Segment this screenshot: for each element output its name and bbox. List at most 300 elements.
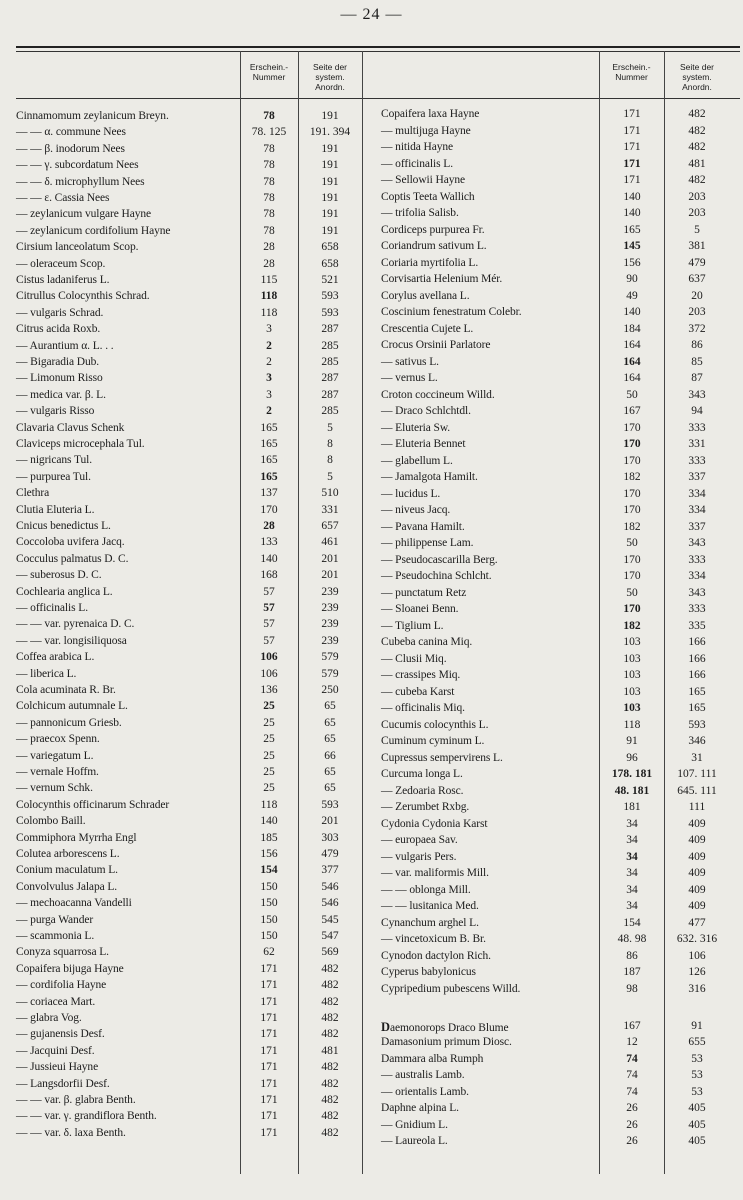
issue-number: 171 [623,108,641,120]
issue-number: 170 [623,504,641,516]
issue-number: 103 [623,636,641,648]
species-name: Cubeba canina Miq. [381,636,473,648]
issue-number: 171 [260,1126,278,1139]
issue-number: 28 [263,257,275,270]
page-reference: 331 [321,503,339,516]
issue-number: 165 [260,438,278,450]
species-name: — pannonicum Griesb. [16,716,122,729]
species-name: Cola acuminata R. Br. [16,684,116,696]
index-row [0,273,743,290]
issue-number: 171 [260,1110,278,1123]
page-reference: 165 [688,702,706,714]
index-row [0,1102,743,1119]
page-reference: 166 [688,669,706,681]
page-reference: 405 [688,1102,706,1114]
index-row [0,653,743,670]
species-name: Daemonorops Draco Blume [381,1019,509,1034]
issue-number: 2 [266,339,272,352]
right-seite-header [664,62,730,96]
index-row [0,867,743,884]
species-name: — multijuga Hayne [381,124,471,137]
page-reference: 377 [321,864,339,877]
species-name: — — var. longisiliquosa [16,634,127,647]
species-name: — glabellum L. [381,454,453,467]
issue-number: 50 [626,537,638,549]
species-name: — punctatum Retz [381,586,467,599]
species-name: — — var. pyrenaica D. C. [16,618,135,631]
species-name: — Limonum Risso [16,372,103,385]
index-row [0,108,743,125]
species-name: — europaea Sav. [381,834,458,846]
issue-number: 26 [626,1102,638,1114]
page-reference: 20 [691,289,703,302]
index-row [0,831,743,851]
page-reference: 482 [688,108,706,120]
species-name: Curcuma longa L. [381,768,463,780]
page-reference: 461 [321,536,339,549]
index-row [0,933,743,950]
issue-number: 140 [260,552,278,565]
page-reference: 250 [321,684,339,696]
index-row [0,339,743,356]
species-name: Citrus acida Roxb. [16,323,101,336]
species-name: — — oblonga Mill. [381,883,471,896]
page-reference: 191 [321,224,339,237]
issue-number: 103 [623,702,641,714]
issue-number: 26 [626,1118,638,1131]
species-name: Copaifera bijuga Hayne [16,962,124,975]
index-row [0,356,743,373]
species-name: — — var. δ. laxa Benth. [16,1126,126,1139]
issue-number: 78 [263,110,275,122]
page-reference: 333 [688,421,706,434]
issue-number: 150 [260,913,278,926]
species-name: Cyperus babylonicus [381,966,476,978]
species-name: — sativus L. [381,355,439,368]
species-name: Claviceps microcephala Tul. [16,438,145,450]
page-reference: 482 [321,995,339,1008]
page-reference: 510 [321,487,339,500]
issue-number: 62 [263,946,275,959]
species-name: — vulgaris Risso [16,405,95,418]
index-row [0,1135,743,1152]
page-number: — 24 — [340,6,403,23]
species-name: Coccoloba uvifera Jacq. [16,536,125,549]
page-reference: 337 [688,520,706,533]
issue-number: 170 [623,438,641,450]
issue-number: 171 [260,1077,278,1090]
issue-number: 48. 181 [614,784,650,797]
section-initial: D [381,1019,390,1034]
issue-number: 167 [623,1019,641,1032]
issue-number: 170 [623,454,641,467]
issue-number: 78 [263,224,275,237]
index-row [0,1053,743,1070]
species-name: — vulgaris Schrad. [16,306,104,319]
page-reference: 5 [694,223,700,236]
page-reference: 409 [688,867,706,879]
page-reference: 191 [321,159,339,172]
index-row [0,570,743,587]
species-name: Cynanchum arghel L. [381,916,479,929]
species-name: Cirsium lanceolatum Scop. [16,241,139,254]
page-reference: 579 [321,667,339,680]
index-row [0,1036,743,1053]
issue-number: 96 [626,751,638,764]
issue-number: 3 [266,388,272,401]
issue-number: 26 [626,1135,638,1147]
species-name: — — γ. subcordatum Nees [16,159,139,172]
issue-number: 187 [623,966,641,978]
species-name: — orientalis Lamb. [381,1085,469,1098]
issue-number: 91 [626,735,638,747]
issue-number: 154 [260,864,278,877]
issue-number: 181 [623,801,641,813]
species-name: — mechoacanna Vandelli [16,897,132,910]
index-row [0,950,743,967]
species-name: Cocculus palmatus D. C. [16,552,129,565]
issue-number: 185 [260,831,278,844]
index-row [0,1119,743,1136]
index-row [0,290,743,307]
species-name: — Pseudocascarilla Berg. [381,553,498,566]
species-name: Cochlearia anglica L. [16,585,113,598]
index-row [0,768,743,785]
page-reference: 482 [688,141,706,153]
issue-number: 50 [626,388,638,401]
index-row [0,818,743,835]
issue-number: 3 [266,323,272,336]
page-reference: 191 [321,142,339,155]
index-row [0,884,743,901]
species-name: — liberica L. [16,667,77,680]
right-erschein-header [599,62,664,96]
page-reference: 333 [688,454,706,467]
species-name: — Laureola L. [381,1135,448,1147]
issue-number: 156 [260,848,278,860]
page-reference: 203 [688,190,706,203]
issue-number: 171 [260,995,278,1008]
page-reference: 409 [688,850,706,863]
species-name: — vernus L. [381,372,438,384]
species-name: — Eluteria Bennet [381,438,466,450]
index-row [0,455,743,472]
species-name: — glabra Vog. [16,1012,82,1024]
page-reference: 409 [688,834,706,846]
species-name: — Sellowii Hayne [381,174,465,186]
species-name: — australis Lamb. [381,1069,465,1081]
index-row [0,983,743,1000]
issue-number: 184 [623,322,641,335]
species-name: — Jacquini Desf. [16,1044,95,1057]
index-row [0,389,743,406]
page-reference: 482 [321,1061,339,1074]
page-reference: 409 [688,900,706,912]
species-name: Corvisartia Helenium Mér. [381,273,503,285]
species-name: Corylus avellana L. [381,289,470,302]
page-reference: 482 [321,1094,339,1106]
index-row [0,471,743,488]
page-reference: 8 [327,454,333,467]
page-reference: 239 [321,585,339,598]
species-name: — zeylanicum vulgare Hayne [16,208,152,221]
issue-number: 12 [626,1036,638,1048]
page-reference: 409 [688,883,706,896]
issue-number: 34 [626,883,638,896]
species-name: Colocynthis officinarum Schrader [16,798,170,811]
index-row [0,1020,743,1037]
issue-number: 57 [263,602,275,614]
issue-number: 25 [263,749,275,762]
page-reference: 303 [321,831,339,844]
species-name: — oleraceum Scop. [16,257,106,270]
species-name: — crassipes Miq. [381,669,461,681]
species-name: Coffea arabica L. [16,651,95,664]
page-reference: 65 [324,716,336,729]
species-name: — Aurantium α. L. . . [16,339,114,352]
species-name: Cordiceps purpurea Fr. [381,223,485,236]
species-name: — suberosus D. C. [16,569,102,582]
index-row [0,900,743,917]
issue-number: 118 [623,718,641,731]
species-name: — Langsdorfii Desf. [16,1077,110,1090]
issue-number: 164 [623,372,641,384]
issue-number: 165 [260,454,278,467]
page-reference: 546 [321,897,339,910]
species-name: — gujanensis Desf. [16,1028,105,1041]
issue-number: 57 [263,618,275,631]
species-name: — nitida Hayne [381,141,454,153]
page-reference: 201 [321,552,339,565]
species-name: Croton coccineum Willd. [381,388,495,401]
page-reference: 285 [321,339,339,352]
species-name: Cupressus sempervirens L. [381,751,503,764]
issue-number: 57 [263,585,275,598]
index-row [0,174,743,191]
issue-number: 2 [266,356,272,368]
page-reference: 91 [691,1019,703,1032]
species-name: — cubeba Karst [381,685,455,698]
index-row [0,798,743,818]
issue-number: 103 [623,652,641,665]
page-reference: 372 [688,322,706,335]
page-reference: 334 [688,570,706,582]
issue-number: 115 [260,274,278,286]
page-reference: 405 [688,1135,706,1147]
index-row [0,1069,743,1086]
index-row [0,504,743,521]
page-reference: 239 [321,634,339,647]
issue-number: 118 [260,798,278,811]
species-name: Colchicum autumnale L. [16,700,128,713]
issue-number: 140 [623,190,641,203]
page-reference: 111 [688,801,706,813]
page-reference: 8 [327,438,333,450]
index-row [0,158,743,175]
species-name: — — α. commune Nees [16,126,126,139]
page-reference: 479 [688,256,706,269]
issue-number: 170 [260,503,278,516]
index-row [0,372,743,389]
issue-number: 3 [266,372,272,385]
index-row [0,224,743,241]
species-name: Cistus ladaniferus L. [16,274,110,286]
issue-number: 74 [626,1052,638,1065]
issue-number: 133 [260,536,278,549]
page-reference: 239 [321,618,339,631]
page-reference: 334 [688,487,706,500]
species-name: — Tiglium L. [381,619,444,632]
species-name: — Jussieui Hayne [16,1061,99,1074]
page-reference: 333 [688,603,706,615]
page-reference: 166 [688,652,706,665]
issue-number: 170 [623,487,641,500]
page-reference: 343 [688,388,706,401]
issue-number: 140 [623,207,641,219]
issue-number: 164 [623,339,641,351]
page-reference: 546 [321,880,339,893]
issue-number: 90 [626,273,638,285]
issue-number: 170 [623,553,641,566]
species-name: Coscinium fenestratum Colebr. [381,306,522,318]
page-reference: 482 [321,1028,339,1041]
index-row [0,686,743,703]
page-reference: 335 [688,619,706,632]
issue-number: 170 [623,570,641,582]
page-reference: 53 [691,1052,703,1065]
page-reference: 409 [688,817,706,830]
species-name: Cynodon dactylon Rich. [381,949,491,962]
page-reference: 287 [321,372,339,385]
issue-number: 165 [260,421,278,434]
species-name: — Draco Schlchtdl. [381,405,471,417]
page-reference: 343 [688,537,706,549]
species-name: — medica var. β. L. [16,388,106,401]
index-row [0,207,743,224]
page-reference: 482 [321,1126,339,1139]
page-reference: 107. 111 [677,768,717,780]
index-row [0,257,743,274]
page-reference: 203 [688,207,706,219]
page-reference: 201 [321,815,339,828]
page-reference: 593 [321,290,339,303]
page-reference: 106 [688,949,706,962]
index-row [0,669,743,686]
page-reference: 191. 394 [309,126,351,139]
species-name: — officinalis L. [16,602,88,614]
page-reference: 593 [321,306,339,319]
top-rule [16,46,740,48]
page-reference: 579 [321,651,339,664]
species-name: Coriaria myrtifolia L. [381,256,479,269]
page-reference: 87 [691,372,703,384]
issue-number: 171 [260,1061,278,1074]
page-reference: 337 [688,471,706,483]
species-name: — — var. γ. grandiflora Benth. [16,1110,157,1123]
page-reference: 65 [324,733,336,746]
species-name: — vincetoxicum B. Br. [381,933,486,945]
species-name: Cinnamomum zeylanicum Breyn. [16,110,169,122]
issue-number: 86 [626,949,638,962]
issue-number: 171 [623,124,641,137]
index-row [0,999,743,1016]
issue-number: 178. 181 [611,768,653,780]
species-name: — cordifolia Hayne [16,979,107,992]
issue-number: 145 [623,240,641,252]
page-reference: 203 [688,306,706,318]
page-reference: 593 [688,718,706,731]
species-name: — vernale Hoffm. [16,766,99,778]
species-name: Conium maculatum L. [16,864,118,877]
page-reference: 5 [327,470,333,483]
page-reference: 482 [321,1110,339,1123]
issue-number: 171 [623,157,641,170]
index-row [0,851,743,868]
species-name: — vernum Schk. [16,782,93,795]
issue-number: 25 [263,733,275,746]
page-reference: 287 [321,323,339,336]
issue-number: 154 [623,916,641,929]
index-row [0,785,743,802]
species-name: — Zedoaria Rosc. [381,784,464,797]
species-name: Clutia Eluteria L. [16,503,95,516]
page-reference: 482 [321,1012,339,1024]
page-reference: 481 [321,1044,339,1057]
issue-number: 137 [260,487,278,500]
index-row [0,240,743,257]
page-reference: 346 [688,735,706,747]
species-name: Citrullus Colocynthis Schrad. [16,290,150,303]
issue-number: 28 [263,520,275,532]
index-row [0,735,743,752]
issue-number: 171 [623,141,641,153]
page-reference: 191 [321,208,339,221]
species-name: — Gnidium L. [381,1118,448,1131]
issue-number: 98 [626,982,638,995]
issue-number: 34 [626,900,638,912]
species-name: — coriacea Mart. [16,995,96,1008]
index-row [0,749,743,769]
page-reference: 632. 316 [676,933,718,945]
species-name: — — var. β. glabra Benth. [16,1094,136,1106]
species-name: — Bigaradia Dub. [16,356,100,368]
issue-number: 165 [623,223,641,236]
page-reference: 477 [688,916,706,929]
index-row [0,141,743,158]
issue-number: 74 [626,1069,638,1081]
issue-number: 171 [260,1012,278,1024]
species-name: Cydonia Cydonia Karst [381,817,488,830]
page-reference: 285 [321,405,339,418]
issue-number: 171 [260,979,278,992]
page-reference: 165 [688,685,706,698]
index-row [0,405,743,422]
species-name: Cuminum cyminum L. [381,735,485,747]
index-row [0,587,743,604]
index-row [0,620,743,637]
species-name: — trifolia Salisb. [381,207,459,219]
issue-number: 171 [260,1044,278,1057]
issue-number: 170 [623,603,641,615]
index-row [0,1086,743,1103]
page-reference: 545 [321,913,339,926]
species-name: — lucidus L. [381,487,441,500]
index-row [0,716,743,736]
issue-number: 170 [623,421,641,434]
issue-number: 118 [260,290,278,303]
species-name: — — δ. microphyllum Nees [16,175,145,188]
page-reference: 65 [324,766,336,778]
